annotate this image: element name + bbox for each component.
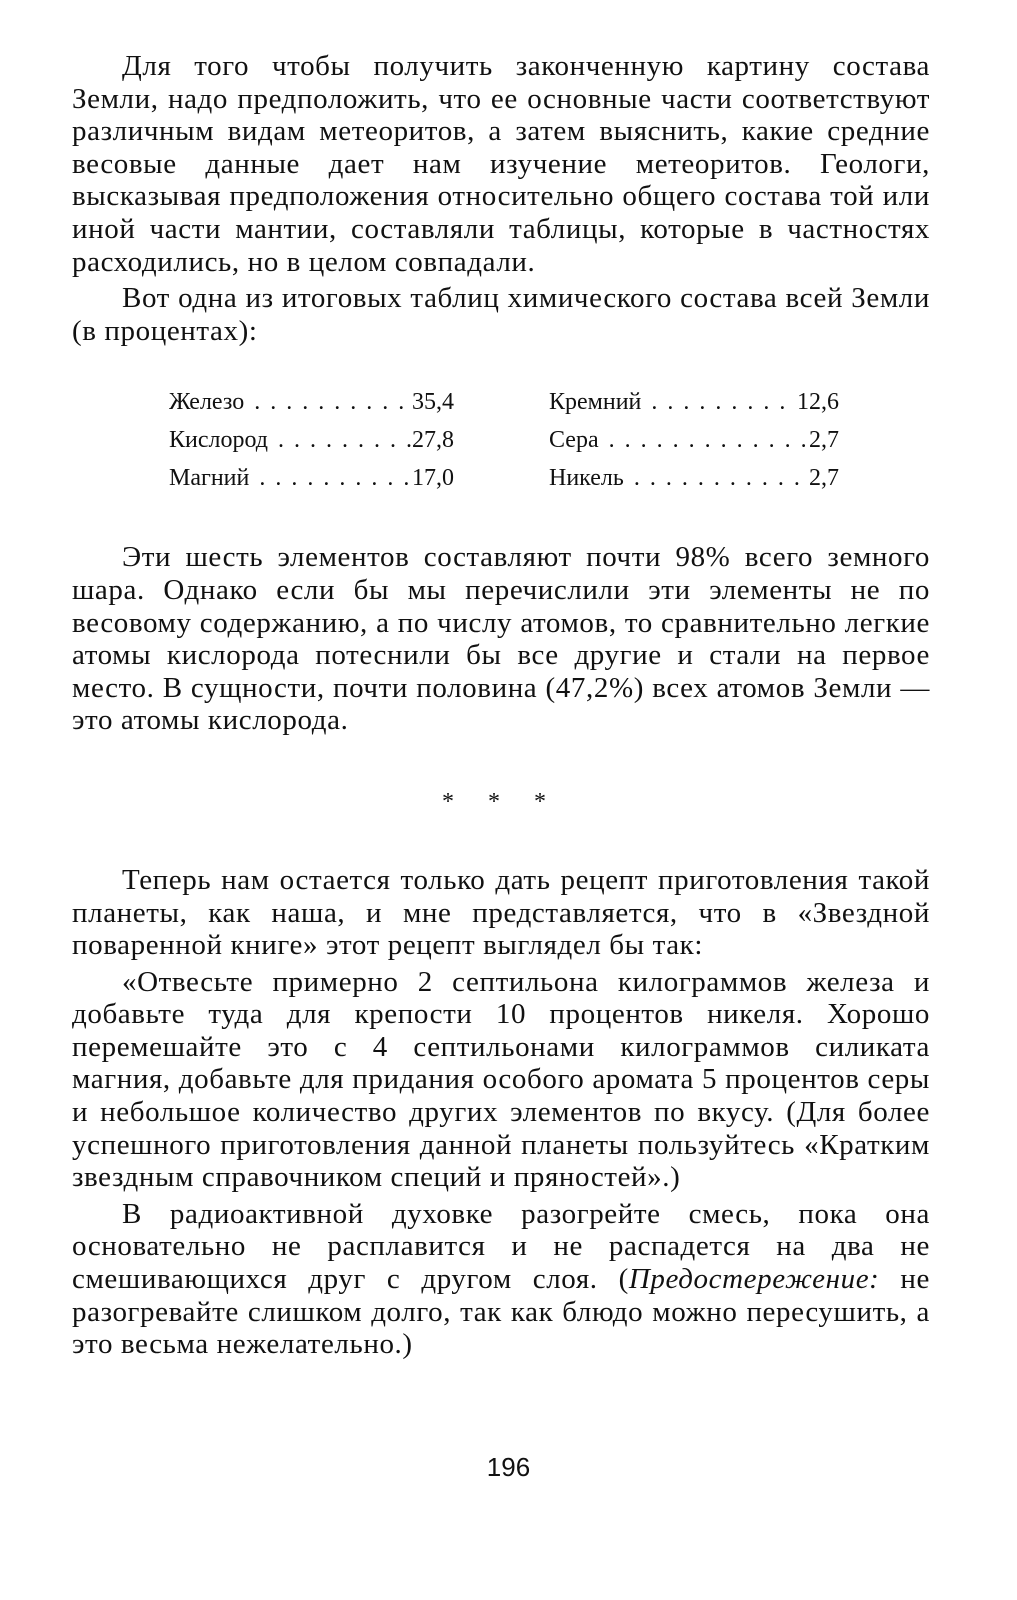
element-name: Железо	[169, 389, 245, 416]
table-row	[549, 387, 839, 417]
paragraph-oven	[72, 1198, 930, 1361]
paragraph-table-intro: Вот одна из итоговых таблиц химического состава всей Земли (в процентах):	[72, 282, 930, 347]
paragraph-earth-composition: Для того чтобы получить законченную картину состава Земли, надо предположить, что ее основные части соответствуют различным видам метеоритов, а затем выяснить, какие средние весовые данные дает нам изучение метеоритов. Геологи, высказывая предположения относительно общего состава той или иной части мантии, составляли таблицы, которые в частностях расходились, но в целом совпадали.	[72, 50, 930, 278]
warning-label: Предостережение:	[628, 1263, 880, 1296]
table-row	[549, 425, 839, 455]
composition-table	[169, 387, 930, 493]
oven-text-start: В радиоактивной духовке разогрейте смесь, пока она основательно не расплавится и не распадется на два не смешивающихся друг с другом слоя. (	[72, 1197, 930, 1296]
element-name: Кремний	[549, 389, 642, 416]
element-percent: 35,4	[412, 389, 454, 416]
leader-dots	[249, 463, 412, 493]
spacer	[72, 493, 930, 541]
element-percent: 27,8	[412, 427, 454, 454]
element-name: Магний	[169, 465, 250, 492]
page-body	[72, 50, 930, 1365]
paragraph-six-elements: Эти шесть элементов составляют почти 98% всего земного шара. Однако если бы мы перечислили эти элементы не по весовому содержанию, а по числу атомов, то сравнительно легкие атомы кислорода потеснили бы все другие и стали на первое место. В сущности, почти половина (47,2%) всех атомов Земли — это атомы кислорода.	[72, 541, 930, 737]
element-percent: 17,0	[412, 465, 454, 492]
table-row	[169, 387, 454, 417]
oven-text-end: не разогревайте слишком долго, так как блюдо можно пересушить, а это весьма нежелательно.)	[72, 1263, 930, 1361]
element-name: Кислород	[169, 427, 268, 454]
paragraph-recipe-intro: Теперь нам остается только дать рецепт приготовления такой планеты, как наша, и мне представляется, что в «Звездной поваренной книге» этот рецепт выглядел бы так:	[72, 863, 930, 962]
table-row	[169, 463, 454, 493]
leader-dots	[641, 387, 797, 417]
element-percent: 12,6	[797, 389, 839, 416]
table-row	[549, 463, 839, 493]
leader-dots	[244, 387, 412, 417]
element-percent: 2,7	[809, 465, 839, 492]
table-row	[169, 425, 454, 455]
element-name: Никель	[549, 465, 624, 492]
section-separator: * * *	[442, 788, 560, 815]
element-percent: 2,7	[809, 427, 839, 454]
page-number: 196	[486, 1452, 531, 1482]
paragraph-recipe-quote: «Отвесьте примерно 2 септильона килограммов железа и добавьте туда для крепости 10 процентов никеля. Хорошо перемешайте это с 4 септильонами килограммов силиката магния, добавьте для придания особого аромата 5 процентов серы и небольшое количество других элементов по вкусу. (Для более успешного приготовления данной планеты пользуйтесь «Кратким звездным справочником специй и пряностей».)	[72, 965, 930, 1194]
leader-dots	[268, 425, 412, 455]
leader-dots	[599, 425, 809, 455]
element-name: Сера	[549, 427, 599, 454]
leader-dots	[624, 463, 809, 493]
